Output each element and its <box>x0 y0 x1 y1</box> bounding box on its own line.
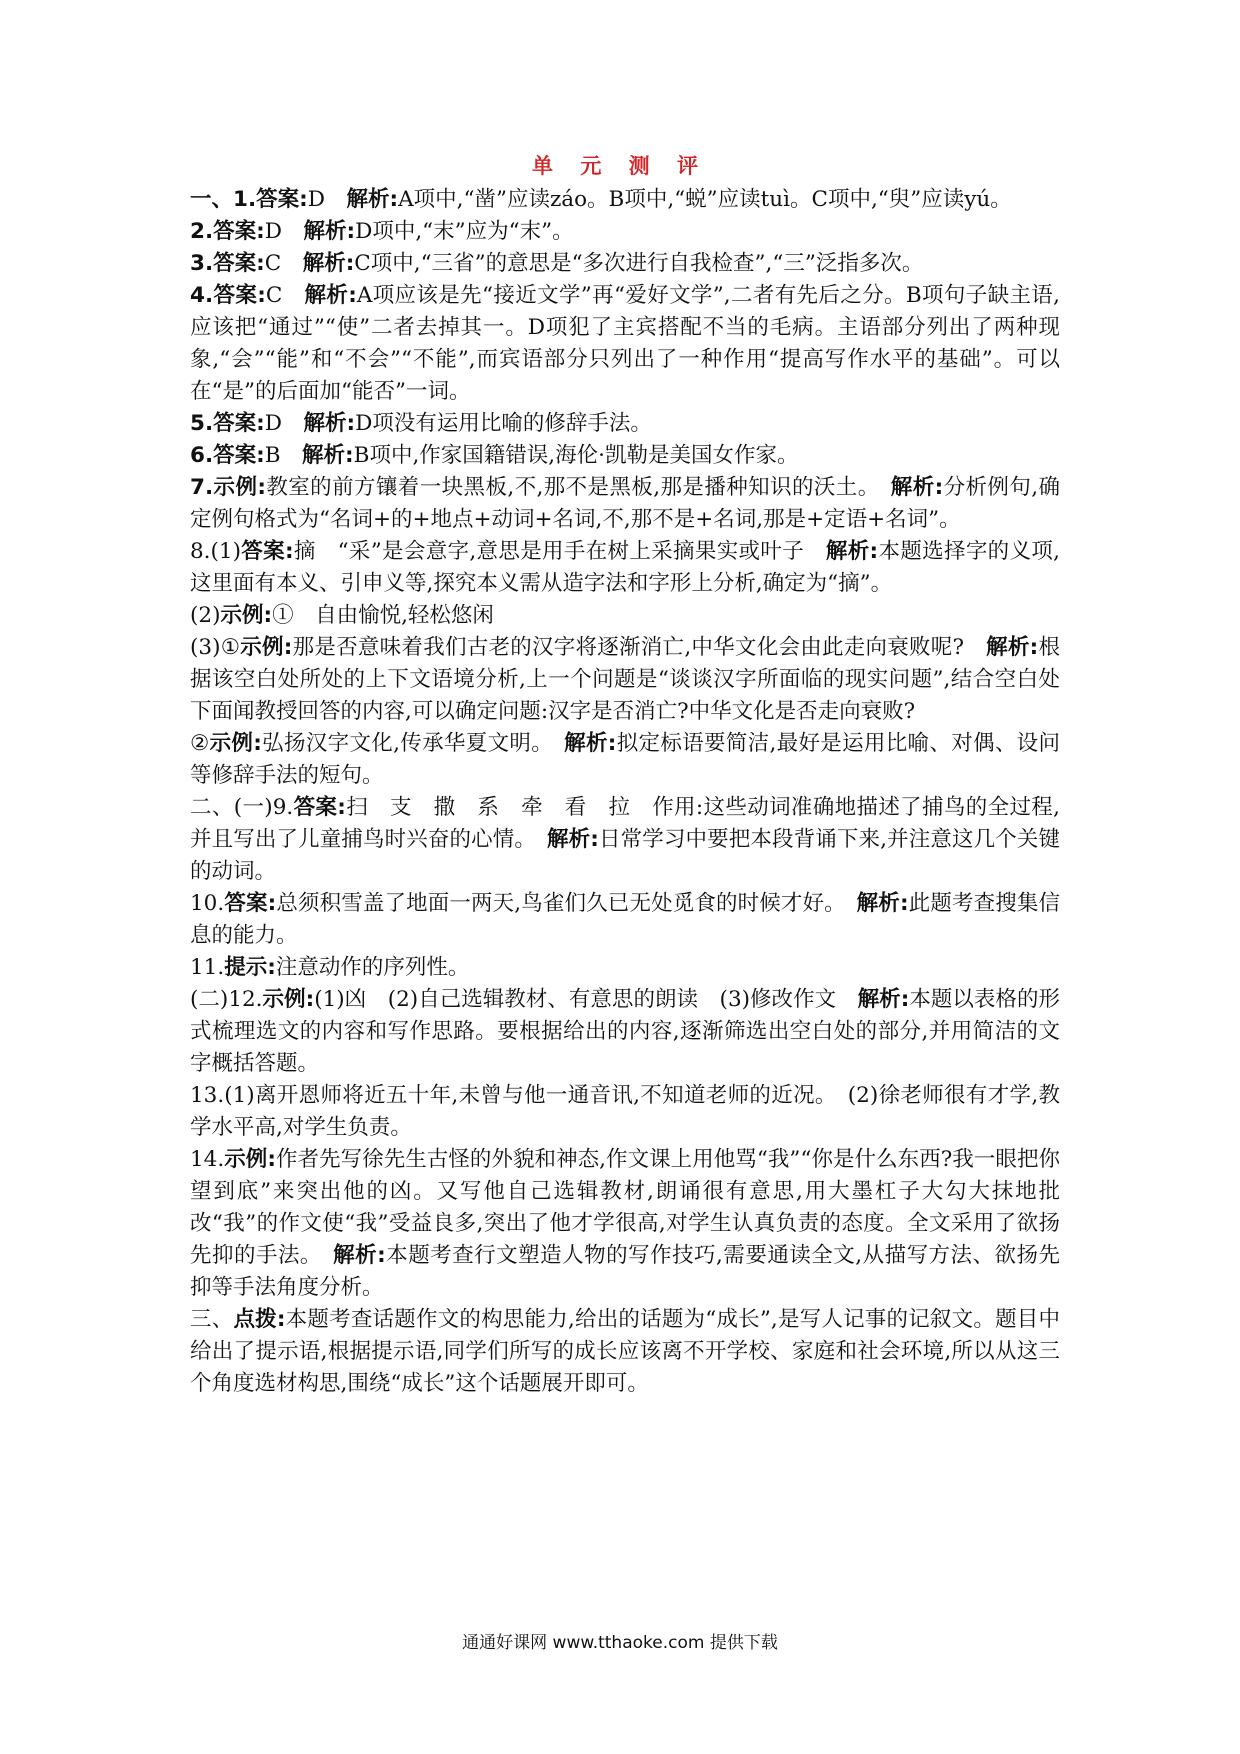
answer-text: D项没有运用比喻的修辞手法。 <box>355 411 652 436</box>
answer-text: ① 自由愉悦,轻松悠闲 <box>272 603 494 628</box>
answer-text: C <box>265 283 305 308</box>
answer-text: B项中,作家国籍错误,海伦·凯勒是美国女作家。 <box>353 443 799 468</box>
answer-label: 解析: <box>302 443 354 468</box>
answer-text: C项中,“三省”的意思是“多次进行自我检查”,“三”泛指多次。 <box>354 251 924 276</box>
answer-label: 解析: <box>986 635 1039 660</box>
answer-paragraph <box>190 600 1060 632</box>
answer-label: 解析: <box>302 251 355 276</box>
answer-text: 本题以表格的形式梳理选文的内容和写作思路。要根据给出的内容,逐渐筛选出空白处的部分,并用简洁的文字概括答题。 <box>190 987 1060 1076</box>
answer-text: 本题选择字的义项,这里面有本义、引申义等,探究本义需从造字法和字形上分析,确定为“摘”。 <box>190 539 1060 596</box>
answer-paragraph <box>190 280 1060 408</box>
answer-text: 日常学习中要把本段背诵下来,并注意这几个关键的动词。 <box>190 827 1060 884</box>
answer-label: 解析: <box>857 987 910 1012</box>
answer-text: 扫 支 撒 系 牵 看 拉 作用:这些动词准确地描述了捕鸟的全过程,并且写出了儿童捕鸟时兴奋的心情。 <box>190 795 1060 852</box>
answer-label: 点拨: <box>233 1307 286 1332</box>
answer-text: (二)12. <box>190 987 263 1012</box>
answer-label: 解析: <box>346 187 399 212</box>
answer-text: 二、(一)9. <box>190 795 294 820</box>
answer-label: 解析: <box>333 1243 386 1268</box>
answer-label: 示例: <box>220 603 273 628</box>
page-title: 单 元 测 评 <box>532 154 708 178</box>
answer-text: 此题考查搜集信息的能力。 <box>190 891 1060 948</box>
answer-label: 示例: <box>224 1147 276 1172</box>
answer-text: 11. <box>190 955 225 980</box>
answer-text: A项中,“凿”应读záo。B项中,“蜕”应读tuì。C项中,“臾”应读yú。 <box>398 187 1012 212</box>
answer-text: D <box>264 411 304 436</box>
answer-content <box>190 184 1060 1400</box>
answer-label: 解析: <box>546 827 599 852</box>
answer-label: 答案: <box>224 891 277 916</box>
answer-text: C <box>264 251 303 276</box>
answer-label: 4.答案: <box>190 283 266 308</box>
answer-text: 分析例句,确定例句格式为“名词+的+地点+动词+名词,不,那不是+名词,那是+定语+名词”。 <box>190 475 1060 532</box>
answer-text: 本题考查行文塑造人物的写作技巧,需要通读全文,从描写方法、欲扬先抑等手法角度分析。 <box>190 1243 1060 1300</box>
answer-paragraph <box>190 1144 1060 1304</box>
answer-label: 解析: <box>304 283 357 308</box>
answer-paragraph <box>190 792 1060 888</box>
answer-paragraph <box>190 216 1060 248</box>
answer-paragraph <box>190 408 1060 440</box>
answer-text: 14. <box>190 1147 225 1172</box>
answer-text: 13.(1)离开恩师将近五十年,未曾与他一通音讯,不知道老师的近况。 (2)徐老师很有才学,教学水平高,对学生负责。 <box>190 1083 1060 1140</box>
answer-label: 答案: <box>240 539 294 564</box>
answer-paragraph <box>190 248 1060 280</box>
answer-text: 根据该空白处所处的上下文语境分析,上一个问题是“谈谈汉字所面临的现实问题”,结合空白处下面闻教授回答的内容,可以确定问题:汉字是否消亡?中华文化是否走向衰败? <box>190 635 1060 724</box>
answer-text: B <box>264 443 303 468</box>
answer-text: 10. <box>190 891 225 916</box>
answer-label: 示例: <box>262 987 315 1012</box>
answer-text: D <box>307 187 347 212</box>
answer-text: (3)① <box>190 635 241 660</box>
answer-label: 解析: <box>825 539 879 564</box>
answer-label: 2.答案: <box>190 219 265 244</box>
answer-paragraph <box>190 888 1060 952</box>
answer-text: 摘 “采”是会意字,意思是用手在树上采摘果实或叶子 <box>293 539 826 564</box>
answer-paragraph <box>190 1304 1060 1400</box>
answer-text: 注意动作的序列性。 <box>275 955 470 980</box>
answer-label: 示例: <box>209 731 262 756</box>
answer-text: D <box>264 219 304 244</box>
answer-paragraph <box>190 536 1060 600</box>
answer-label: 提示: <box>224 955 276 980</box>
answer-label: 解析: <box>856 891 909 916</box>
page-footer: 通通好课网 www.tthaoke.com 提供下载 <box>462 1633 778 1653</box>
answer-paragraph <box>190 440 1060 472</box>
answer-label: 示例: <box>240 635 293 660</box>
answer-label: 7.示例: <box>190 475 266 500</box>
answer-text: 那是否意味着我们古老的汉字将逐渐消亡,中华文化会由此走向衰败呢? <box>292 635 987 660</box>
answer-label: 答案: <box>293 795 346 820</box>
answer-text: (2) <box>190 603 221 628</box>
answer-label: 一、1.答案: <box>190 187 308 212</box>
answer-text: 本题考查话题作文的构思能力,给出的话题为“成长”,是写人记事的记叙文。题目中给出了提示语,根据提示语,同学们所写的成长应该离不开学校、家庭和社会环境,所以从这三个角度选材构思,围绕“成长”这个话题展开即可。 <box>190 1307 1060 1396</box>
answer-label: 3.答案: <box>190 251 265 276</box>
answer-paragraph <box>190 184 1060 216</box>
answer-paragraph <box>190 728 1060 792</box>
answer-text: D项中,“末”应为“末”。 <box>355 219 574 244</box>
answer-text: 三、 <box>190 1307 234 1332</box>
answer-paragraph <box>190 952 1060 984</box>
answer-text: 总须积雪盖了地面一两天,鸟雀们久已无处觅食的时候才好。 <box>276 891 857 916</box>
answer-label: 解析: <box>564 731 617 756</box>
answer-paragraph <box>190 472 1060 536</box>
answer-text: ② <box>190 731 210 756</box>
answer-label: 6.答案: <box>190 443 265 468</box>
answer-text: 教室的前方镶着一块黑板,不,那不是黑板,那是播种知识的沃土。 <box>265 475 891 500</box>
answer-label: 解析: <box>890 475 944 500</box>
answer-text: 8.(1) <box>190 539 241 564</box>
answer-paragraph <box>190 1080 1060 1144</box>
answer-text: 拟定标语要简洁,最好是运用比喻、对偶、设问等修辞手法的短句。 <box>190 731 1060 788</box>
answer-text: (1)凶 (2)自己选辑教材、有意思的朗读 (3)修改作文 <box>314 987 858 1012</box>
answer-text: 弘扬汉字文化,传承华夏文明。 <box>261 731 565 756</box>
answer-text: 作者先写徐先生古怪的外貌和神态,作文课上用他骂“我”“你是什么东西?我一眼把你望到底”来突出他的凶。又写他自己选辑教材,朗诵很有意思,用大墨杠子大勾大抹地批改“我”的作文使“我”受益良多,突出了他才学很高,对学生认真负责的态度。全文采用了欲扬先抑的手法。 <box>190 1147 1060 1268</box>
answer-label: 解析: <box>303 219 356 244</box>
answer-paragraph <box>190 632 1060 728</box>
answer-paragraph <box>190 984 1060 1080</box>
answer-label: 解析: <box>303 411 356 436</box>
answer-label: 5.答案: <box>190 411 265 436</box>
answer-text: A项应该是先“接近文学”再“爱好文学”,二者有先后之分。B项句子缺主语,应该把“通过”“使”二者去掉其一。D项犯了主宾搭配不当的毛病。主语部分列出了两种现象,“会”“能”和“不会”“不能”,而宾语部分只列出了一种作用“提高写作水平的基础”。可以在“是”的后面加“能否”一词。 <box>190 283 1060 404</box>
